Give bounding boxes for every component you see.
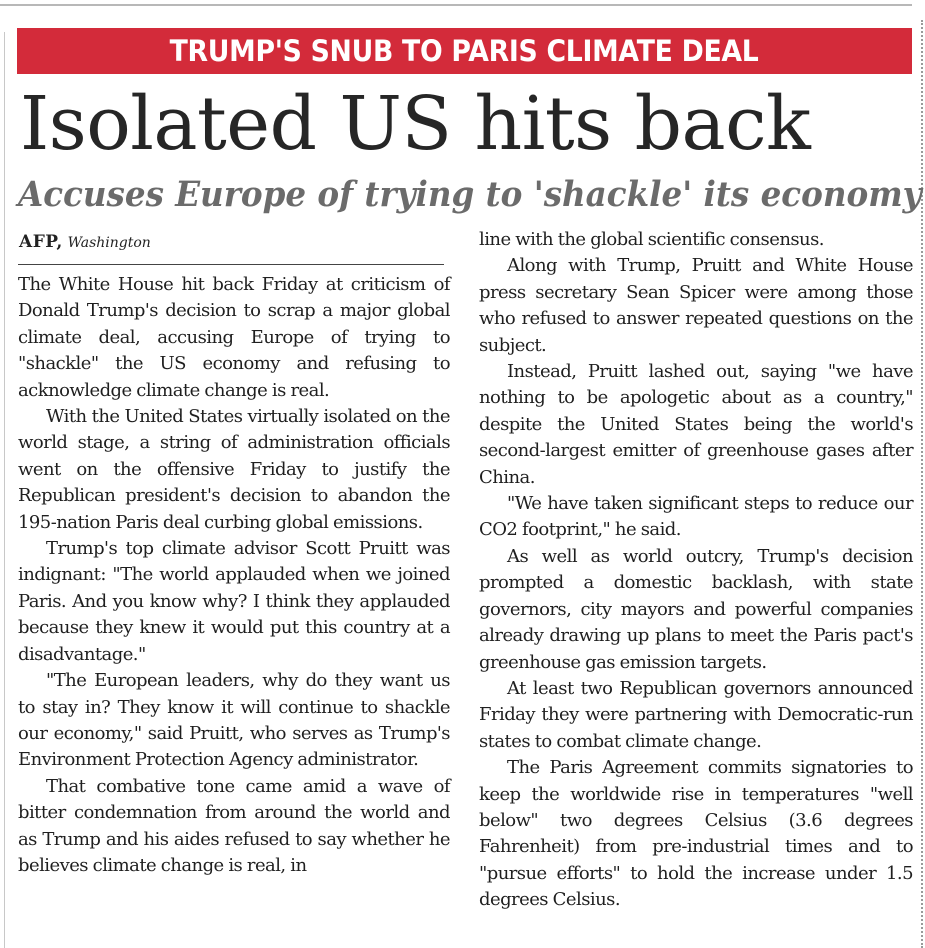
paragraph: With the United States virtually isolated on the world stage, a string of administration officials went on the offensive Friday to justify the Republican president's decision to abandon the 195-nation Paris deal curbing global emissions. bbox=[18, 406, 450, 533]
paragraph: That combative tone came amid a wave of bitter condemnation from around the world and as Trump and his aides refused to say whether he believes climate change is real, in bbox=[18, 775, 450, 876]
paragraph: "The European leaders, why do they want us to stay in? They know it will continue to shackle our economy," said Pruitt, who serves as Trump's Environment Protection Agency administrator. bbox=[18, 670, 450, 771]
byline-rule bbox=[18, 264, 444, 265]
kicker-text: TRUMP'S SNUB TO PARIS CLIMATE DEAL bbox=[170, 34, 759, 68]
article-column-1 bbox=[18, 272, 450, 879]
top-rule bbox=[0, 4, 912, 6]
paragraph: As well as world outcry, Trump's decision prompted a domestic backlash, with state governors, city mayors and powerful companies already drawing up plans to meet the Paris pact's greenhouse gas emission targets. bbox=[479, 545, 913, 673]
byline-place: Washington bbox=[67, 235, 151, 251]
byline-agency: AFP, bbox=[19, 232, 63, 252]
dotted-column-rule bbox=[921, 20, 923, 948]
kicker-banner bbox=[17, 28, 912, 74]
paragraph: Instead, Pruitt lashed out, saying "we have nothing to be apologetic about as a country," despite the United States being the world's second-largest emitter of greenhouse gases after China. bbox=[479, 361, 913, 488]
paragraph: Along with Trump, Pruitt and White House press secretary Sean Spicer were among those who refused to answer repeated questions on the subject. bbox=[479, 255, 913, 356]
paragraph: At least two Republican governors announced Friday they were partnering with Democratic-run states to combat climate change. bbox=[479, 677, 913, 752]
left-rule bbox=[4, 32, 5, 948]
paragraph: The Paris Agreement commits signatories to keep the worldwide rise in temperatures "well below" two degrees Celsius (3.6 degrees Fahrenheit) from pre-industrial times and to "pursue efforts" to hold the increase under 1.5 degrees Celsius. bbox=[479, 757, 913, 911]
deck-subheadline bbox=[18, 170, 922, 220]
paragraph: "We have taken significant steps to reduce our CO2 footprint," he said. bbox=[479, 493, 913, 541]
paragraph: line with the global scientific consensus. bbox=[479, 229, 824, 250]
deck-text: Accuses Europe of trying to 'shackle' its economy bbox=[18, 174, 922, 215]
paragraph: Trump's top climate advisor Scott Pruitt was indignant: "The world applauded when we joined Paris. And you know why? I think they applauded because they knew it would put this country at a disadvantage." bbox=[18, 538, 450, 665]
paragraph: The White House hit back Friday at criticism of Donald Trump's decision to scrap a major global climate deal, accusing Europe of trying to "shackle" the US economy and refusing to acknowledge climate change is real. bbox=[18, 274, 450, 401]
headline: Isolated US hits back bbox=[20, 81, 811, 167]
article-column-2 bbox=[479, 227, 913, 914]
byline bbox=[19, 232, 151, 253]
